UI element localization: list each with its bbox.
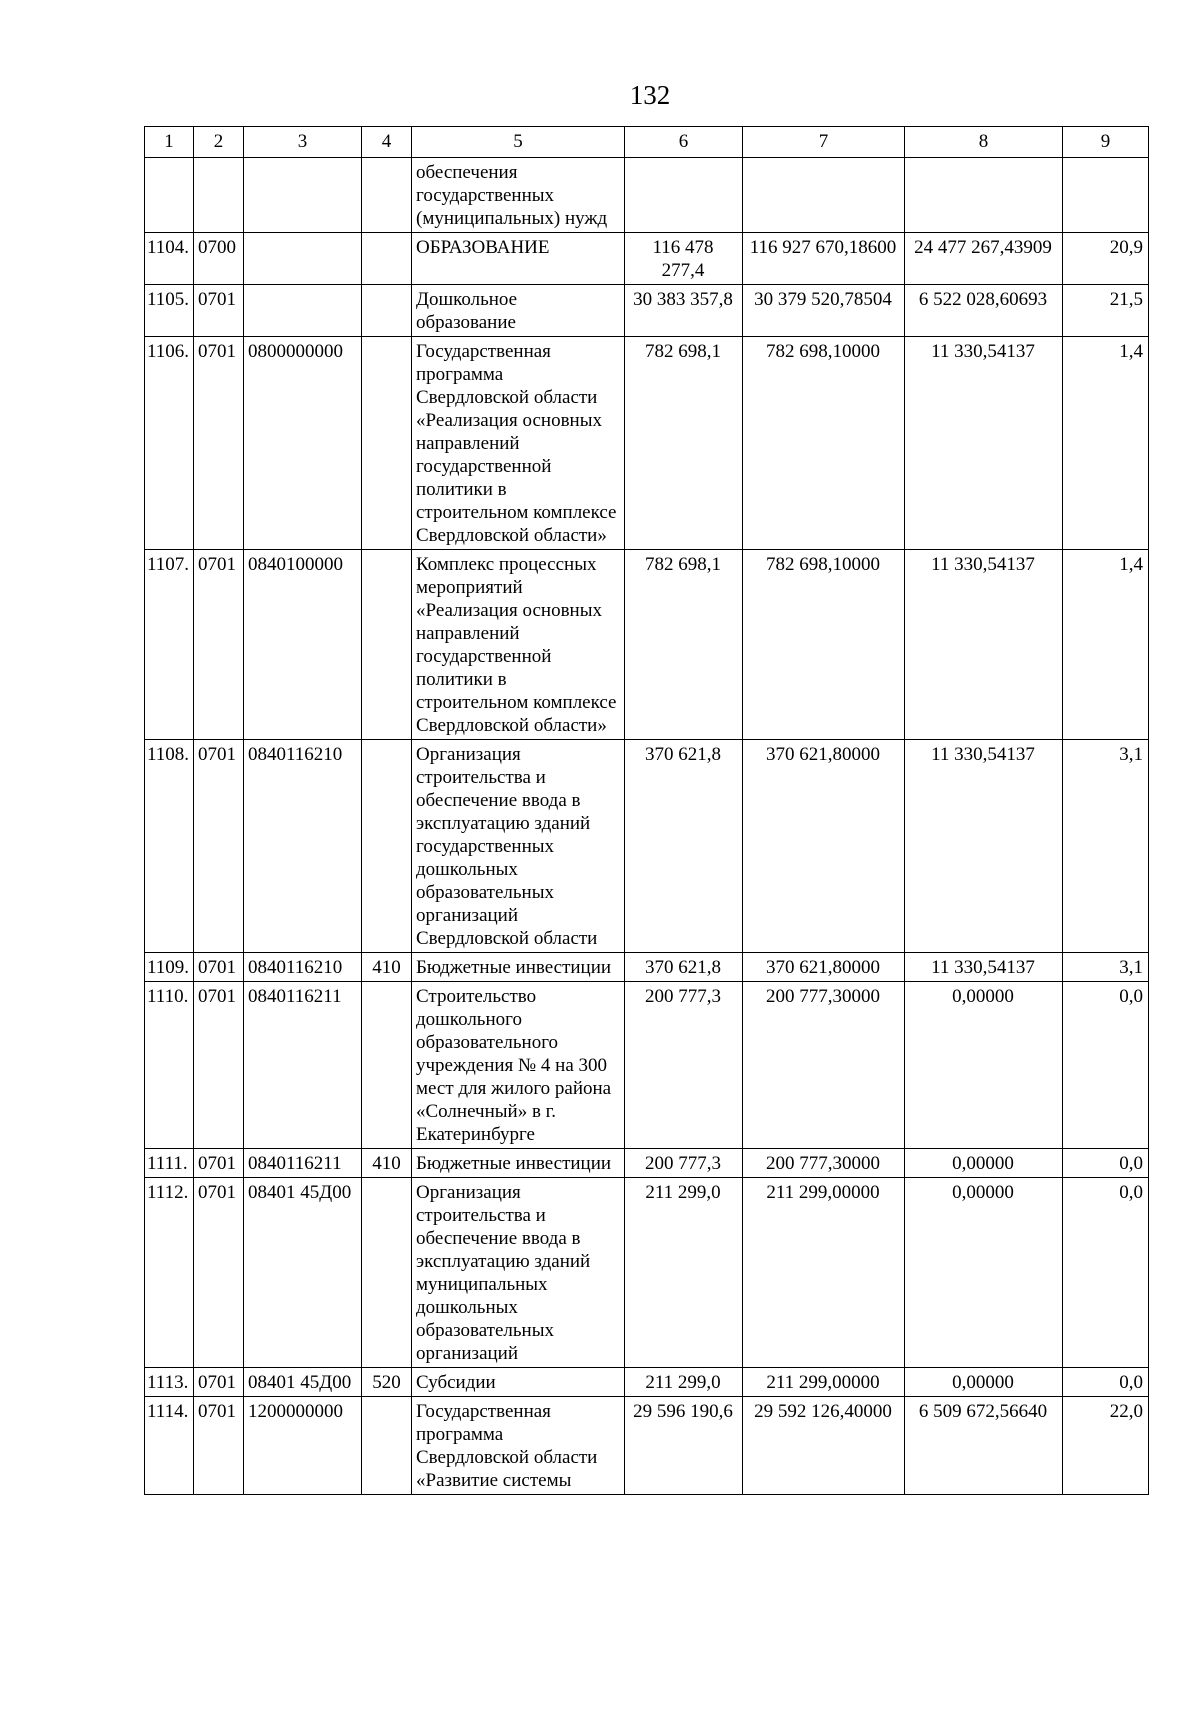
expense-type-code <box>362 550 412 740</box>
planned-amount: 782 698,1 <box>625 337 743 550</box>
execution-percent: 0,0 <box>1063 1149 1149 1178</box>
refined-amount: 30 379 520,78504 <box>743 285 905 337</box>
refined-amount: 782 698,10000 <box>743 550 905 740</box>
execution-percent: 20,9 <box>1063 233 1149 285</box>
executed-amount <box>905 158 1063 233</box>
table-row <box>145 1178 1149 1368</box>
execution-percent: 1,4 <box>1063 550 1149 740</box>
executed-amount: 0,00000 <box>905 1178 1063 1368</box>
executed-amount: 24 477 267,43909 <box>905 233 1063 285</box>
expense-type-code: 410 <box>362 953 412 982</box>
column-header: 8 <box>905 127 1063 158</box>
target-article-code: 08401 45Д00 <box>244 1178 362 1368</box>
row-number: 1109. <box>145 953 194 982</box>
target-article-code: 0840116211 <box>244 1149 362 1178</box>
execution-percent: 3,1 <box>1063 953 1149 982</box>
executed-amount: 0,00000 <box>905 1368 1063 1397</box>
column-header: 7 <box>743 127 905 158</box>
header-row <box>145 127 1149 158</box>
item-name: Бюджетные инвестиции <box>412 1149 625 1178</box>
planned-amount <box>625 158 743 233</box>
section-code: 0701 <box>194 1368 244 1397</box>
section-code: 0701 <box>194 740 244 953</box>
row-number: 1108. <box>145 740 194 953</box>
planned-amount: 370 621,8 <box>625 953 743 982</box>
budget-table <box>144 126 1149 1495</box>
table-row <box>145 1397 1149 1495</box>
refined-amount: 370 621,80000 <box>743 953 905 982</box>
column-header: 2 <box>194 127 244 158</box>
expense-type-code <box>362 337 412 550</box>
execution-percent: 22,0 <box>1063 1397 1149 1495</box>
executed-amount: 6 509 672,56640 <box>905 1397 1063 1495</box>
target-article-code <box>244 158 362 233</box>
section-code: 0701 <box>194 1178 244 1368</box>
row-number: 1112. <box>145 1178 194 1368</box>
target-article-code: 08401 45Д00 <box>244 1368 362 1397</box>
item-name: обеспечения государственных (муниципальных) нужд <box>412 158 625 233</box>
expense-type-code <box>362 740 412 953</box>
executed-amount: 6 522 028,60693 <box>905 285 1063 337</box>
row-number: 1114. <box>145 1397 194 1495</box>
refined-amount: 116 927 670,18600 <box>743 233 905 285</box>
execution-percent: 0,0 <box>1063 982 1149 1149</box>
refined-amount <box>743 158 905 233</box>
executed-amount: 11 330,54137 <box>905 337 1063 550</box>
execution-percent: 21,5 <box>1063 285 1149 337</box>
table-row <box>145 982 1149 1149</box>
planned-amount: 211 299,0 <box>625 1178 743 1368</box>
refined-amount: 211 299,00000 <box>743 1178 905 1368</box>
item-name: Дошкольное образование <box>412 285 625 337</box>
column-header: 9 <box>1063 127 1149 158</box>
table-row <box>145 337 1149 550</box>
item-name: Государственная программа Свердловской области «Развитие системы <box>412 1397 625 1495</box>
executed-amount: 11 330,54137 <box>905 953 1063 982</box>
target-article-code: 1200000000 <box>244 1397 362 1495</box>
planned-amount: 200 777,3 <box>625 1149 743 1178</box>
executed-amount: 0,00000 <box>905 982 1063 1149</box>
planned-amount: 30 383 357,8 <box>625 285 743 337</box>
refined-amount: 370 621,80000 <box>743 740 905 953</box>
column-header: 6 <box>625 127 743 158</box>
item-name: Строительство дошкольного образовательного учреждения № 4 на 300 мест для жилого района «Солнечный» в г. Екатеринбурге <box>412 982 625 1149</box>
item-name: Государственная программа Свердловской области «Реализация основных направлений государственной политики в строительном комплексе Свердловской области» <box>412 337 625 550</box>
target-article-code: 0840116211 <box>244 982 362 1149</box>
row-number: 1111. <box>145 1149 194 1178</box>
executed-amount: 11 330,54137 <box>905 740 1063 953</box>
row-number: 1113. <box>145 1368 194 1397</box>
planned-amount: 370 621,8 <box>625 740 743 953</box>
refined-amount: 29 592 126,40000 <box>743 1397 905 1495</box>
section-code: 0700 <box>194 233 244 285</box>
item-name: Комплекс процессных мероприятий «Реализация основных направлений государственной политики в строительном комплексе Свердловской области» <box>412 550 625 740</box>
section-code: 0701 <box>194 982 244 1149</box>
expense-type-code <box>362 285 412 337</box>
planned-amount: 782 698,1 <box>625 550 743 740</box>
planned-amount: 211 299,0 <box>625 1368 743 1397</box>
column-header: 1 <box>145 127 194 158</box>
expense-type-code <box>362 233 412 285</box>
page-number: 132 <box>629 80 671 110</box>
section-code: 0701 <box>194 285 244 337</box>
section-code: 0701 <box>194 550 244 740</box>
item-name: Субсидии <box>412 1368 625 1397</box>
item-name: Организация строительства и обеспечение ввода в эксплуатацию зданий государственных дошкольных образовательных организаций Свердловской области <box>412 740 625 953</box>
item-name: Бюджетные инвестиции <box>412 953 625 982</box>
target-article-code <box>244 233 362 285</box>
table-row <box>145 953 1149 982</box>
expense-type-code <box>362 982 412 1149</box>
row-number <box>145 158 194 233</box>
row-number: 1110. <box>145 982 194 1149</box>
expense-type-code <box>362 1178 412 1368</box>
refined-amount: 211 299,00000 <box>743 1368 905 1397</box>
table-row <box>145 285 1149 337</box>
target-article-code: 0840116210 <box>244 953 362 982</box>
row-number: 1107. <box>145 550 194 740</box>
row-number: 1105. <box>145 285 194 337</box>
expense-type-code <box>362 1397 412 1495</box>
table-row <box>145 1149 1149 1178</box>
row-number: 1106. <box>145 337 194 550</box>
section-code <box>194 158 244 233</box>
table-row <box>145 158 1149 233</box>
target-article-code: 0840100000 <box>244 550 362 740</box>
target-article-code: 0840116210 <box>244 740 362 953</box>
column-header: 3 <box>244 127 362 158</box>
planned-amount: 200 777,3 <box>625 982 743 1149</box>
executed-amount: 11 330,54137 <box>905 550 1063 740</box>
refined-amount: 200 777,30000 <box>743 982 905 1149</box>
section-code: 0701 <box>194 1149 244 1178</box>
planned-amount: 116 478 277,4 <box>625 233 743 285</box>
row-number: 1104. <box>145 233 194 285</box>
section-code: 0701 <box>194 337 244 550</box>
table-row <box>145 1368 1149 1397</box>
section-code: 0701 <box>194 953 244 982</box>
execution-percent <box>1063 158 1149 233</box>
refined-amount: 200 777,30000 <box>743 1149 905 1178</box>
execution-percent: 0,0 <box>1063 1368 1149 1397</box>
target-article-code <box>244 285 362 337</box>
target-article-code: 0800000000 <box>244 337 362 550</box>
table-row <box>145 233 1149 285</box>
item-name: Организация строительства и обеспечение ввода в эксплуатацию зданий муниципальных дошкольных образовательных организаций <box>412 1178 625 1368</box>
execution-percent: 3,1 <box>1063 740 1149 953</box>
expense-type-code: 410 <box>362 1149 412 1178</box>
execution-percent: 1,4 <box>1063 337 1149 550</box>
table-row <box>145 550 1149 740</box>
column-header: 5 <box>412 127 625 158</box>
expense-type-code <box>362 158 412 233</box>
expense-type-code: 520 <box>362 1368 412 1397</box>
column-header: 4 <box>362 127 412 158</box>
planned-amount: 29 596 190,6 <box>625 1397 743 1495</box>
refined-amount: 782 698,10000 <box>743 337 905 550</box>
table-row <box>145 740 1149 953</box>
execution-percent: 0,0 <box>1063 1178 1149 1368</box>
executed-amount: 0,00000 <box>905 1149 1063 1178</box>
item-name: ОБРАЗОВАНИЕ <box>412 233 625 285</box>
section-code: 0701 <box>194 1397 244 1495</box>
